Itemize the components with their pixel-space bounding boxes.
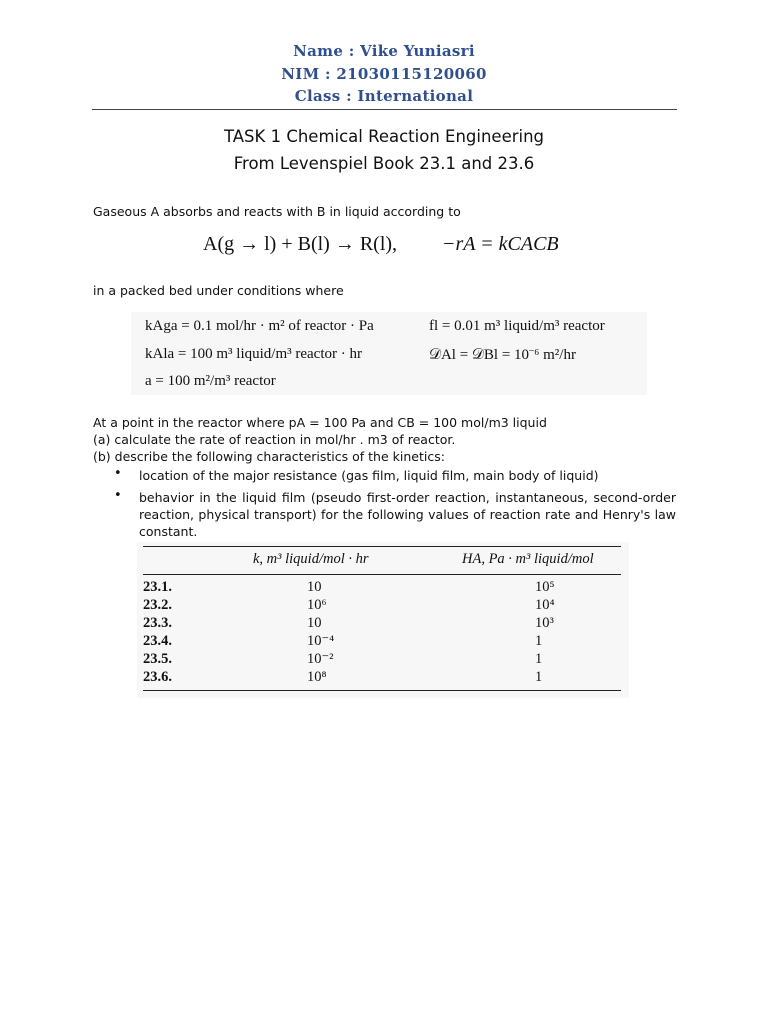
question-b: (b) describe the following characteristics of the kinetics: (93, 449, 445, 464)
table-row-h: 10⁵ (535, 579, 555, 595)
intro-text: Gaseous A absorbs and reacts with B in liquid according to (93, 204, 461, 219)
bullet-dot: • (114, 488, 122, 503)
rate-equation: −rA = kCACB (442, 233, 559, 255)
table-top-rule (143, 546, 621, 547)
question-point: At a point in the reactor where pA = 100 Pa and CB = 100 mol/m3 liquid (93, 415, 547, 430)
question-a: (a) calculate the rate of reaction in mol/hr . m3 of reactor. (93, 432, 456, 447)
table-row-h: 10³ (535, 615, 554, 631)
reaction-equation: A(g → l) + B(l) → R(l), (203, 233, 398, 255)
table-row-label: 23.1. (143, 579, 172, 595)
condition-diffusivity: 𝒟Al = 𝒟Bl = 10⁻⁶ m²/hr (429, 347, 576, 363)
student-nim: NIM : 21030115120060 (281, 65, 487, 83)
task-title: TASK 1 Chemical Reaction Engineering (223, 127, 545, 146)
kinetics-table (137, 542, 629, 698)
table-header-k: k, m³ liquid/mol · hr (253, 551, 369, 567)
table-row-h: 1 (535, 651, 543, 667)
table-row-label: 23.4. (143, 633, 172, 649)
header-divider (92, 109, 677, 110)
table-row-k: 10⁶ (307, 597, 327, 613)
table-row-label: 23.2. (143, 597, 172, 613)
bullet-item: location of the major resistance (gas film, liquid film, main body of liquid) (139, 468, 599, 483)
condition-a: a = 100 m²/m³ reactor (145, 373, 276, 389)
task-subtitle: From Levenspiel Book 23.1 and 23.6 (233, 154, 535, 173)
condition-kag: kAga = 0.1 mol/hr · m² of reactor · Pa (145, 318, 374, 334)
conditions-intro: in a packed bed under conditions where (93, 283, 344, 298)
table-row-h: 1 (535, 669, 543, 685)
table-row-k: 10 (307, 615, 322, 631)
table-row-h: 1 (535, 633, 543, 649)
table-header-h: HA, Pa · m³ liquid/mol (462, 551, 594, 567)
table-row-k: 10⁸ (307, 669, 327, 685)
table-row-label: 23.5. (143, 651, 172, 667)
condition-fl: fl = 0.01 m³ liquid/m³ reactor (429, 318, 605, 334)
student-class: Class : International (294, 87, 474, 105)
student-name: Name : Vike Yuniasri (293, 42, 475, 60)
table-row-k: 10⁻² (307, 651, 334, 667)
condition-kal: kAla = 100 m³ liquid/m³ reactor · hr (145, 346, 362, 362)
bullet-dot: • (114, 466, 122, 481)
table-row-h: 10⁴ (535, 597, 555, 613)
conditions-box (131, 312, 647, 395)
table-row-label: 23.3. (143, 615, 172, 631)
table-row-k: 10 (307, 579, 322, 595)
table-header-rule (143, 574, 621, 575)
table-row-label: 23.6. (143, 669, 172, 685)
bullet-item: behavior in the liquid film (pseudo first-order reaction, instantaneous, second-order reaction, physical transport) for the following values of reaction rate and Henry's law constant. (139, 490, 676, 539)
table-bottom-rule (143, 690, 621, 691)
table-row-k: 10⁻⁴ (307, 633, 335, 649)
